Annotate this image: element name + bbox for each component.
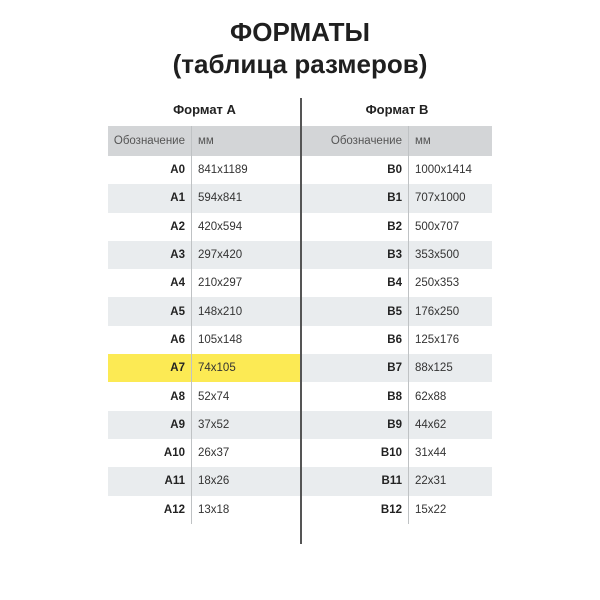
format-size: 37x52 [198,418,230,431]
format-size: 62x88 [415,390,447,403]
format-size: 297x420 [198,249,243,262]
table-row [108,382,300,410]
format-code: A2 [170,220,185,233]
format-size: 22x31 [415,475,447,488]
page-title [0,16,600,80]
format-code: A12 [163,503,185,516]
format-size: 18x26 [198,475,230,488]
format-b-heading: Формат В [365,102,429,117]
format-code: B4 [387,277,402,290]
format-size: 500x707 [415,220,460,233]
format-code: A3 [170,249,185,262]
format-a-heading: Формат А [173,102,236,117]
table-row [108,297,300,325]
table-row [302,326,492,354]
format-a-table [108,126,300,524]
table-row [108,411,300,439]
table-row [302,382,492,410]
table-row [302,269,492,297]
table-row [302,439,492,467]
table-row [108,354,300,382]
format-size: 74x105 [198,362,236,375]
format-code: B10 [380,447,402,460]
format-code: A11 [164,475,185,488]
format-code: A4 [170,277,185,290]
table-row [108,241,300,269]
table-header [108,126,300,156]
format-size: 210x297 [198,277,243,290]
format-code: B6 [387,333,402,346]
format-size: 148x210 [198,305,243,318]
table-row [108,326,300,354]
format-code: B9 [387,418,402,431]
table-row [108,156,300,184]
format-code: B1 [387,192,402,205]
format-code: A6 [170,333,185,346]
table-row [302,156,492,184]
format-code: A8 [170,390,185,403]
format-code: A1 [170,192,185,205]
table-row [108,269,300,297]
format-size: 125x176 [415,333,460,346]
format-b-table [302,126,492,524]
table-row [302,496,492,524]
mm-header: мм [415,135,431,147]
table-row [108,467,300,495]
format-code: A7 [170,362,185,375]
format-code: B0 [387,164,402,177]
format-code: A0 [170,164,185,177]
title-line-1: ФОРМАТЫ [230,17,370,47]
title-line-2: (таблица размеров) [172,49,428,79]
table-header [302,126,492,156]
format-code: B2 [387,220,402,233]
table-row [302,297,492,325]
designation-header: Обозначение [113,135,185,147]
format-size: 250x353 [415,277,460,290]
format-size: 13x18 [198,503,230,516]
format-size: 176x250 [415,305,460,318]
format-size: 15x22 [415,503,447,516]
table-row [108,213,300,241]
format-size: 52x74 [198,390,230,403]
table-row [108,496,300,524]
format-code: B11 [381,475,402,488]
format-size: 1000x1414 [415,164,472,177]
table-row [302,467,492,495]
format-size: 44x62 [415,418,447,431]
table-row [302,241,492,269]
table-row [302,354,492,382]
format-size: 594x841 [198,192,243,205]
table-row [108,184,300,212]
table-row [302,411,492,439]
designation-header: Обозначение [330,135,402,147]
format-size: 88x125 [415,362,453,375]
format-size: 841x1189 [198,164,248,177]
format-size: 707x1000 [415,192,466,205]
format-code: B8 [387,390,402,403]
format-size: 105x148 [198,333,243,346]
table-row [108,439,300,467]
format-size: 420x594 [198,220,243,233]
format-code: B7 [387,362,402,375]
format-code: A9 [170,418,185,431]
mm-header: мм [198,135,214,147]
format-code: B5 [387,305,402,318]
format-size: 31x44 [415,447,447,460]
format-size: 353x500 [415,249,460,262]
format-code: B3 [387,249,402,262]
format-code: A10 [163,447,185,460]
format-size: 26x37 [198,447,230,460]
format-code: B12 [380,503,402,516]
table-row [302,184,492,212]
table-row [302,213,492,241]
format-code: A5 [170,305,185,318]
